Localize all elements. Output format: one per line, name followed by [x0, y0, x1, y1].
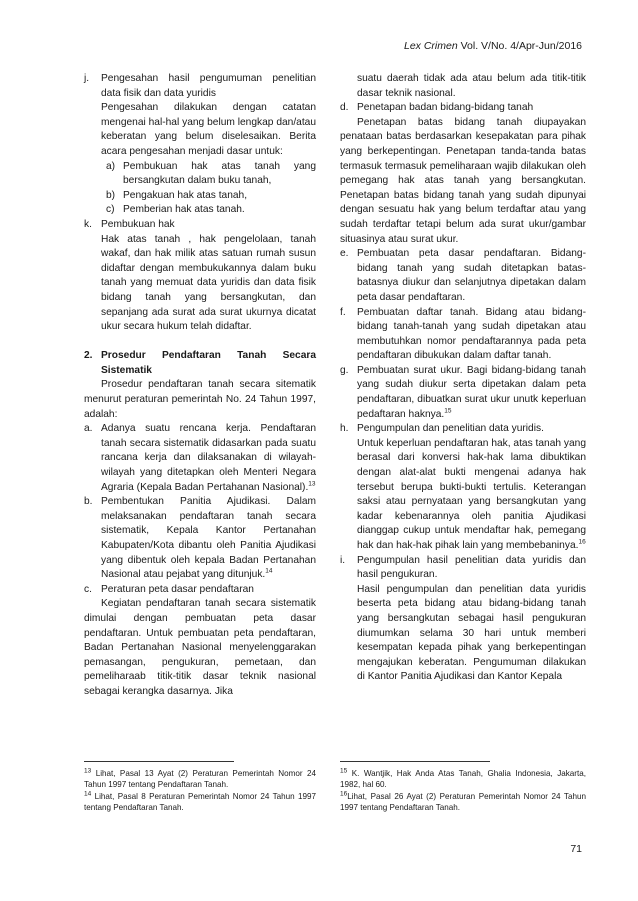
right-column [340, 72, 586, 685]
item-k-body: Hak atas tanah , hak pengelolaan, tanah wakaf, dan hak milik atas satuan rumah susun didaftar dengan membukukannya dalam buku tanah yang memuat data yuridis dan data fisik bidang tanah yang bersangkutan, dan sepanjang ada surat ada surat ukurnya dicatat ukur secara hukum telah didaftar. [101, 233, 316, 333]
item-k [84, 218, 316, 233]
item-j-b-marker: b) [106, 189, 116, 201]
item-h [340, 422, 586, 437]
footnote-16 [340, 791, 586, 814]
item-j-title: Pengesahan hasil pengumuman penelitian data fisik dan data yuridis [101, 73, 316, 99]
footnote-13 [84, 768, 316, 791]
footnote-ref-16: 16 [578, 538, 586, 546]
section-2-intro: Prosedur pendaftaran tanah secara sitematik menurut peraturan pemerintah No. 24 Tahun 1997, adalah: [84, 379, 316, 420]
item-e [340, 247, 586, 305]
footnote-15 [340, 768, 586, 791]
item-g-marker: g. [340, 364, 349, 376]
footnote-rule-right [340, 761, 490, 762]
footnote-13-text: Lihat, Pasal 13 Ayat (2) Peraturan Pemerintah Nomor 24 Tahun 1997 tentang Pendaftaran Tanah. [84, 769, 316, 790]
continued-text: suatu daerah tidak ada atau belum ada titik-titik dasar teknik nasional. [357, 73, 586, 99]
item-d [340, 101, 586, 116]
page-number: 71 [570, 843, 582, 855]
section-2-marker: 2. [84, 350, 93, 362]
item-d-title: Penetapan badan bidang-bidang tanah [357, 102, 534, 114]
item-h-title: Pengumpulan dan penelitian data yuridis. [357, 423, 544, 435]
section-2-heading [84, 349, 316, 378]
footnote-ref-13: 13 [308, 480, 316, 488]
footnotes-left [84, 768, 316, 814]
item-i-marker: i. [340, 554, 346, 566]
item-j-b [84, 189, 316, 204]
item-f-marker: f. [340, 306, 346, 318]
item-a-marker: a. [84, 423, 93, 435]
section-2-title: Prosedur Pendaftaran Tanah Secara Sistematik [101, 350, 316, 376]
item-j-body: Pengesahan dilakukan dengan catatan mengenai hal-hal yang belum lengkap dan/atau keberatan yang belum diselesaikan. Berita acara pengesahan menjadi dasar untuk: [101, 102, 316, 157]
item-j-c [84, 203, 316, 218]
item-h-body-wrap [340, 437, 586, 554]
item-c [84, 583, 316, 598]
item-j-a-marker: a) [106, 160, 116, 172]
item-e-marker: e. [340, 248, 349, 260]
item-j-a [84, 160, 316, 189]
item-f [340, 306, 586, 364]
item-j [84, 72, 316, 101]
item-j-c-text: Pemberian hak atas tanah. [123, 204, 245, 216]
item-h-marker: h. [340, 423, 349, 435]
item-h-body: Untuk keperluan pendaftaran hak, atas tanah yang berasal dari konversi hak-hak lama dibuktikan dengan alat-alat bukti mengenai adanya hak tersebut berupa bukti-bukti tertulis. Keterangan saksi atau pernyataan yang bersangkutan yang kadar kebenarannya oleh panitia Ajudikasi dianggap cukup untuk mendaftar hak, pemegang hak dan hak-hak pihak lain yang membebaninya. [357, 437, 586, 551]
running-header [404, 40, 582, 52]
item-i-body: Hasil pengumpulan dan penelitian data yuridis beserta peta bidang atau bidang-bidang tanah yang bersangkutan sebagai hasil pengukuran diumumkan selama 30 hari untuk memberi kesempatan kepada pihak yang berkepentingan mengajukan keberatan. Pengumuman dilakukan di Kantor Panitia Ajudikasi dan Kantor Kepala [357, 583, 586, 683]
footnote-15-number: 15 [340, 767, 348, 775]
footnote-14-text: Lihat, Pasal 8 Peraturan Pemerintah Nomor 24 Tahun 1997 tentang Pendaftaran Tanah. [84, 791, 316, 813]
item-c-body: Kegiatan pendaftaran tanah secara sistematik dimulai dengan pembuatan peta dasar pendaftaran. Untuk pembuatan peta pendaftaran, Badan Pertanahan Nasional menyelenggarakan pemasangan, pengukuran, pemetaan, dan pemeliharaab titik-titik dasar teknik nasional sebagai kerangka dasarnya. Jika [84, 598, 316, 697]
item-i [340, 554, 586, 583]
item-a-text: Adanya suatu rencana kerja. Pendaftaran tanah secara sistematik didasarkan pada suatu rancana kerja dan dilaksanakan di wilayah-wilayah yang ditetapkan oleh Menteri Negara Agraria (Kepala Badan Pertahanan Nasional). [101, 423, 316, 493]
item-j-a-text: Pembukuan hak atas tanah yang bersangkutan dalam buku tanah, [123, 160, 316, 187]
item-j-c-marker: c) [106, 204, 115, 216]
item-e-text: Pembuatan peta dasar pendaftaran. Bidang-bidang tanah yang sudah ditetapkan batas-batasnya diukur dan selanjutnya dipetakan dalam peta dasar pendaftaran. [357, 248, 586, 303]
item-g-text: Pembuatan surat ukur. Bagi bidang-bidang tanah yang sudah diukur serta dipetakan dalam peta pendaftaran, dibuatkan surat ukur unutk keperluan pedaftaran haknya. [357, 364, 586, 420]
item-c-title: Peraturan peta dasar pendaftaran [101, 583, 254, 595]
item-i-title: Pengumpulan hasil penelitian data yuridis dan hasil pengukuran. [357, 554, 586, 581]
footnote-rule-left [84, 761, 234, 762]
left-column [84, 72, 316, 700]
item-f-text: Pembuatan daftar tanah. Bidang atau bidang-bidang tanah-tanah yang sudah dipetakan atau membutuhkan nomor pendaftarannya pada peta pendaftaran dibukukan dalam daftar tanah. [357, 306, 586, 362]
footnotes-right [340, 768, 586, 814]
item-c-marker: c. [84, 583, 92, 595]
footnote-13-number: 13 [84, 767, 92, 775]
footnote-14-number: 14 [84, 790, 92, 798]
footnote-14 [84, 791, 316, 814]
footnote-15-text: K. Wantjik, Hak Anda Atas Tanah, Ghalia Indonesia, Jakarta, 1982, hal 60. [340, 769, 586, 790]
item-k-marker: k. [84, 218, 92, 230]
item-b-text: Pembentukan Panitia Ajudikasi. Dalam melaksanakan pendaftaran tanah secara sistematik, Kepala Kantor Pertanahan Kabupaten/Kota dibantu oleh Panitia Ajudikasi yang dibentuk oleh kepala Badan Pertanahan Nasional atau pejabat yang ditunjuk. [101, 496, 316, 581]
footnote-ref-14: 14 [265, 567, 273, 575]
journal-name: Lex Crimen [403, 40, 458, 52]
item-k-title: Pembukuan hak [101, 218, 175, 230]
footnote-ref-15: 15 [444, 407, 452, 415]
item-j-marker: j. [84, 73, 90, 84]
item-g [340, 364, 586, 422]
item-d-body: Penetapan batas bidang tanah diupayakan penataan batas berdasarkan kesepakatan para pihak yang berkepentingan. Penetapan tanda-tanda batas termasuk termasuk pemeliharaan wajib dilakukan oleh pemegang hak atas tanah yang bersangkutan. Penetapan batas bidang tanah yang sudah dipunyai dengan sesuatu hak yang belum terdaftar atau yang sudah terdaftar tetapi belum ada surat ukur/gambar situasinya atau surat ukur. [340, 116, 586, 245]
footnote-16-number: 16 [340, 790, 348, 798]
footnote-16-text: Lihat, Pasal 26 Ayat (2) Peraturan Pemerintah Nomor 24 Tahun 1997 tentang Pendaftaran Tanah. [340, 791, 586, 813]
journal-volume: Vol. V/No. 4/Apr-Jun/2016 [460, 40, 582, 52]
item-a [84, 422, 316, 495]
item-j-b-text: Pengakuan hak atas tanah, [123, 189, 248, 201]
item-b [84, 495, 316, 583]
item-d-marker: d. [340, 102, 349, 114]
item-b-marker: b. [84, 496, 93, 508]
